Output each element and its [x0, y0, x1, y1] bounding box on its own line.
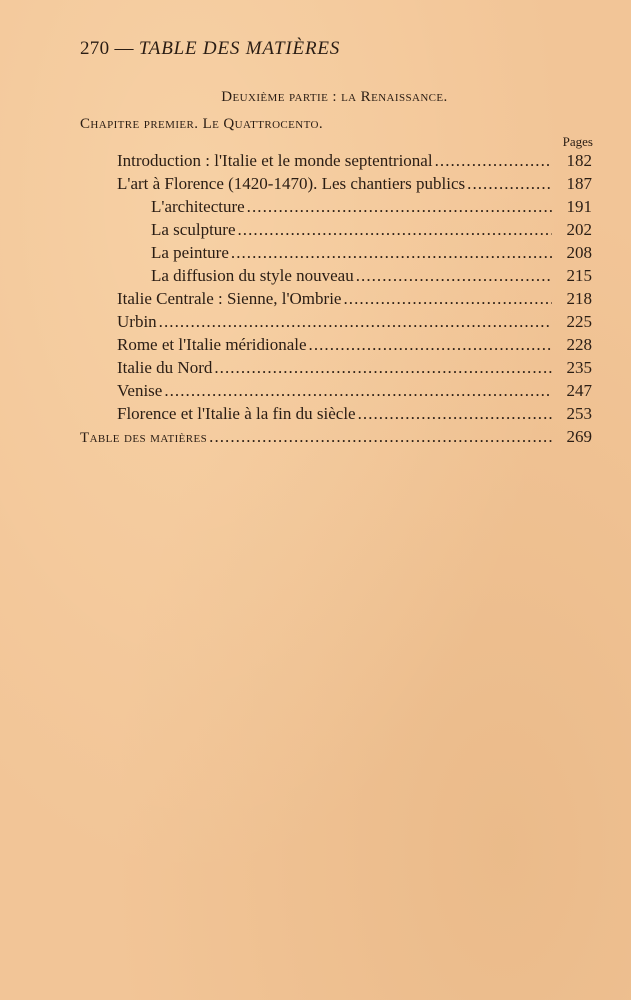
- toc-entry: [151, 196, 592, 218]
- toc-entry: [117, 311, 592, 333]
- dot-leader: [209, 426, 552, 448]
- toc-entry-page: 191: [566, 197, 592, 216]
- dot-leader: [343, 288, 552, 310]
- toc-entry-page: 202: [566, 220, 592, 239]
- dot-leader: [164, 380, 552, 402]
- toc-entry: [117, 334, 592, 356]
- toc-entry-page: 218: [566, 289, 592, 308]
- toc-entry-label: Florence et l'Italie à la fin du siècle: [117, 404, 356, 423]
- toc-entry-page: 225: [566, 312, 592, 331]
- toc-entry-label: L'architecture: [151, 197, 245, 216]
- toc-entry-label: Table des matières: [80, 430, 208, 446]
- pages-column-label: Pages: [562, 134, 593, 149]
- dot-leader: [435, 150, 552, 172]
- toc-entry-label: L'art à Florence (1420-1470). Les chantiers publics: [117, 174, 466, 193]
- dot-leader: [231, 242, 552, 264]
- toc-entry-page: 269: [566, 427, 592, 446]
- toc-entry: [151, 242, 592, 264]
- toc-entry: [151, 265, 592, 287]
- toc-entry: [117, 380, 592, 402]
- dot-leader: [467, 173, 552, 195]
- toc-entry-page: 235: [566, 358, 592, 377]
- dot-leader: [247, 196, 552, 218]
- toc-entry: [151, 219, 592, 241]
- running-head-title: TABLE DES MATIÈRES: [138, 38, 341, 59]
- dot-leader: [238, 219, 553, 241]
- toc-entry: [117, 357, 592, 379]
- toc-entry-page: 228: [566, 335, 592, 354]
- toc-entry-page: 215: [566, 266, 592, 285]
- toc-entry: [117, 150, 592, 172]
- chapter-heading: Chapitre premier. Le Quattrocento.: [80, 116, 324, 132]
- dot-leader: [356, 265, 552, 287]
- toc-entry: [117, 403, 592, 425]
- dot-leader: [214, 357, 552, 379]
- toc-entry-label: Italie Centrale : Sienne, l'Ombrie: [117, 289, 342, 308]
- page-number: 270: [80, 38, 110, 59]
- toc-entry-label: Italie du Nord: [117, 358, 213, 377]
- dot-leader: [309, 334, 552, 356]
- toc-entry: [117, 173, 592, 195]
- toc-entry-label: La sculpture: [151, 220, 236, 239]
- part-heading: Deuxième partie : la Renaissance.: [221, 89, 448, 105]
- toc-entry-page: 253: [566, 404, 592, 423]
- toc-entry-page: 208: [566, 243, 592, 262]
- running-head: [80, 38, 340, 60]
- dot-leader: [358, 403, 552, 425]
- toc-entry-page: 247: [566, 381, 592, 400]
- toc-entry: [80, 426, 592, 448]
- toc-entry-label: Venise: [117, 381, 163, 400]
- toc-entry: [117, 288, 592, 310]
- running-head-separator: —: [114, 38, 134, 59]
- dot-leader: [159, 311, 552, 333]
- toc-entry-label: Rome et l'Italie méridionale: [117, 335, 307, 354]
- toc-entry-page: 182: [566, 151, 592, 170]
- toc-entry-label: La peinture: [151, 243, 229, 262]
- toc-entry-label: La diffusion du style nouveau: [151, 266, 354, 285]
- toc-entry-label: Introduction : l'Italie et le monde septentrional: [117, 151, 433, 170]
- toc-entry-page: 187: [566, 174, 592, 193]
- toc-entry-label: Urbin: [117, 312, 157, 331]
